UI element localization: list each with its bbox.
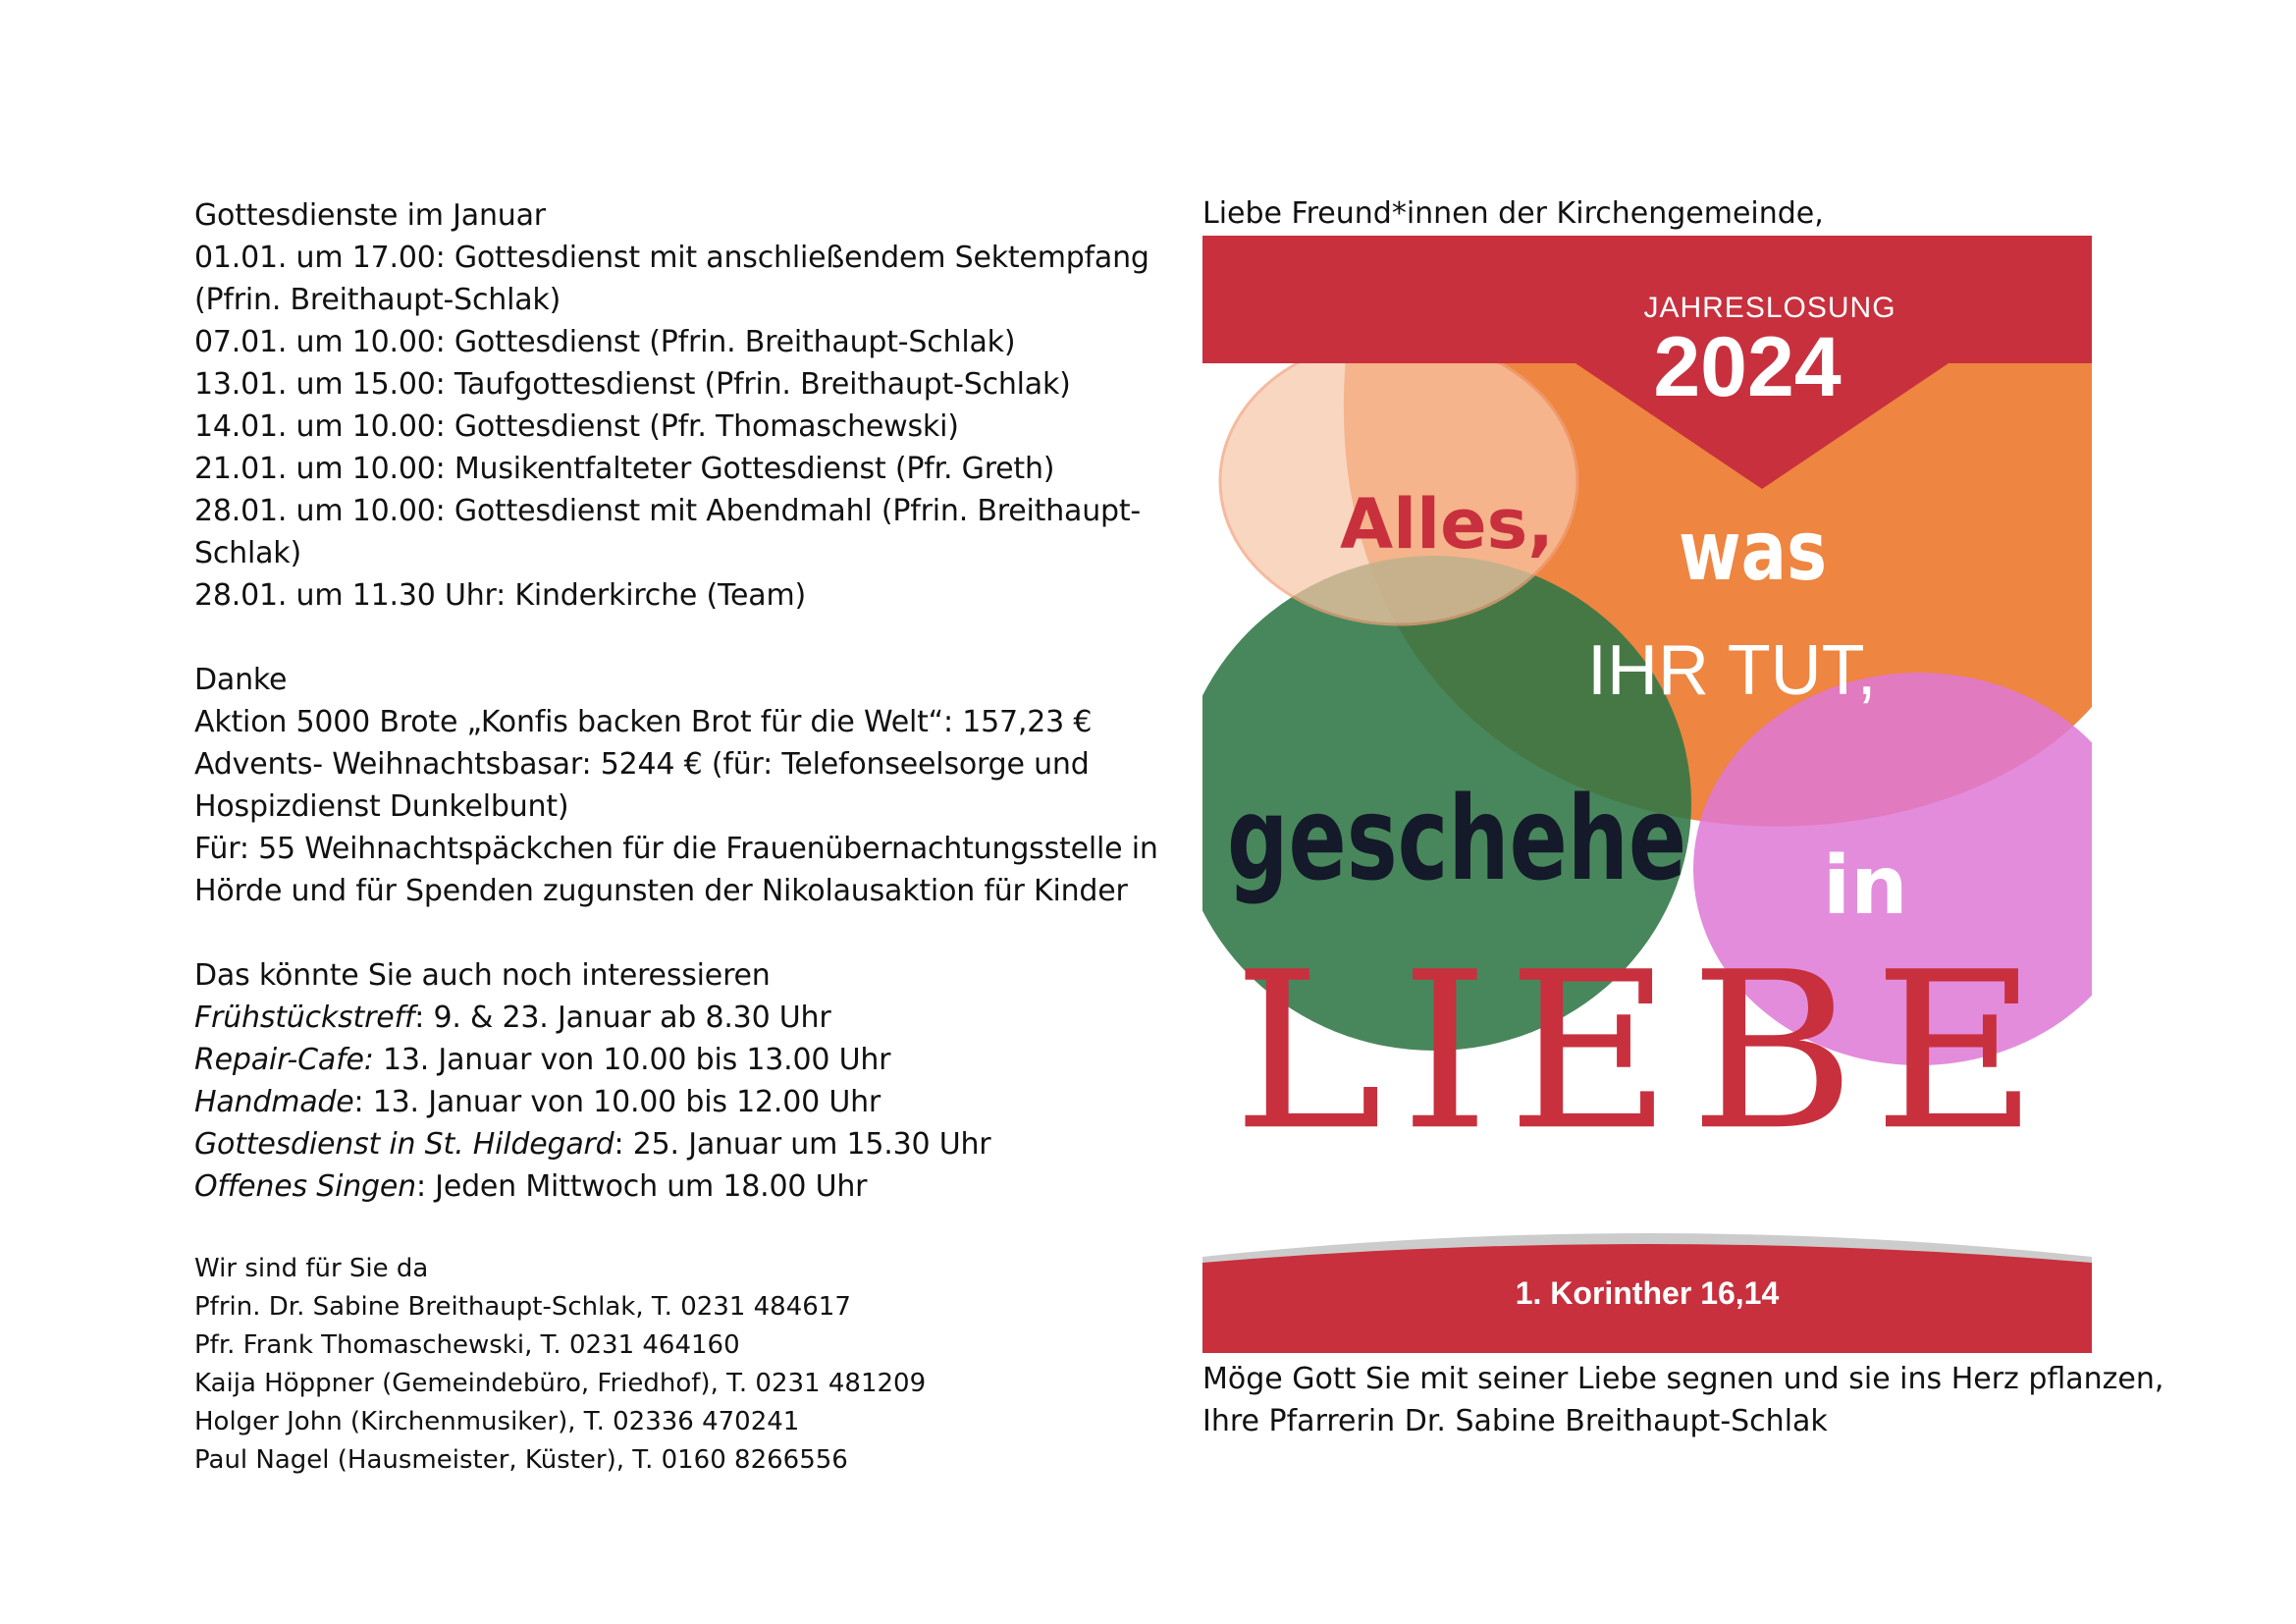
greeting: Liebe Freund*innen der Kirchengemeinde, bbox=[1202, 196, 1824, 231]
service-line: (Pfrin. Breithaupt-Schlak) bbox=[194, 283, 561, 317]
word-geschehe: geschehe bbox=[1227, 773, 1687, 907]
service-line: Schlak) bbox=[194, 536, 301, 570]
interest-item-text: 13. Januar von 10.00 bis 13.00 Uhr bbox=[373, 1043, 891, 1077]
contact-line: Kaija Höppner (Gemeindebüro, Friedhof), T. 0231 481209 bbox=[194, 1369, 927, 1398]
service-line: 28.01. um 10.00: Gottesdienst mit Abendmahl (Pfrin. Breithaupt- bbox=[194, 494, 1142, 528]
jahreslosung-poster bbox=[1202, 236, 2092, 1353]
service-line: 14.01. um 10.00: Gottesdienst (Pfr. Thomaschewski) bbox=[194, 409, 959, 444]
word-ihr-tut: IHR TUT, bbox=[1587, 631, 1877, 710]
thanks-line: Aktion 5000 Brote „Konfis backen Brot für die Welt“: 157,23 € bbox=[194, 705, 1093, 739]
service-line: 07.01. um 10.00: Gottesdienst (Pfrin. Breithaupt-Schlak) bbox=[194, 325, 1016, 359]
interest-item-name: Frühstückstreff bbox=[194, 1001, 415, 1035]
peach-circle bbox=[1220, 338, 1577, 624]
interest-item-name: Repair-Cafe: bbox=[194, 1043, 374, 1077]
service-line: 28.01. um 11.30 Uhr: Kinderkirche (Team) bbox=[194, 578, 807, 613]
closing bbox=[1202, 1358, 2164, 1442]
contact-line: Holger John (Kirchenmusiker), T. 02336 470241 bbox=[194, 1407, 800, 1436]
left-column bbox=[194, 194, 1158, 1480]
service-line: 01.01. um 17.00: Gottesdienst mit anschließendem Sektempfang bbox=[194, 241, 1149, 275]
thanks-heading: Danke bbox=[194, 663, 288, 697]
interest-item bbox=[194, 1081, 1107, 1123]
service-line: 21.01. um 10.00: Musikentfalteter Gottesdienst (Pfr. Greth) bbox=[194, 452, 1055, 486]
word-alles: Alles, bbox=[1340, 484, 1554, 565]
interest-item bbox=[194, 1039, 1107, 1081]
interest-item-name: Offenes Singen bbox=[194, 1169, 416, 1204]
interest-item-text: : 25. Januar um 15.30 Uhr bbox=[614, 1127, 991, 1162]
contacts-heading: Wir sind für Sie da bbox=[194, 1254, 429, 1283]
closing-line: Möge Gott Sie mit seiner Liebe segnen und sie ins Herz pflanzen, bbox=[1202, 1362, 2164, 1396]
contact-line: Paul Nagel (Hausmeister, Küster), T. 0160 8266556 bbox=[194, 1445, 848, 1475]
poster-reference: 1. Korinther 16,14 bbox=[1515, 1275, 1780, 1311]
thanks-line: Hörde und für Spenden zugunsten der Nikolausaktion für Kinder bbox=[194, 874, 1128, 908]
thanks-line: Hospizdienst Dunkelbunt) bbox=[194, 789, 569, 824]
word-liebe: LIEBE bbox=[1232, 926, 2056, 1179]
thanks-line: Für: 55 Weihnachtspäckchen für die Frauenübernachtungsstelle in bbox=[194, 832, 1158, 866]
interest-item-text: : 9. & 23. Januar ab 8.30 Uhr bbox=[414, 1001, 831, 1035]
interest-item bbox=[194, 1123, 1107, 1165]
services-heading: Gottesdienste im Januar bbox=[194, 198, 546, 233]
interest-item-name: Handmade bbox=[194, 1085, 354, 1119]
interest-item-name: Gottesdienst in St. Hildegard bbox=[194, 1127, 614, 1162]
interest-item bbox=[194, 1165, 1107, 1208]
interest-item bbox=[194, 997, 1107, 1039]
closing-signature: Ihre Pfarrerin Dr. Sabine Breithaupt-Schlak bbox=[1202, 1404, 1828, 1438]
word-was: was bbox=[1679, 504, 1828, 600]
poster-year: 2024 bbox=[1653, 320, 1842, 414]
word-in: in bbox=[1823, 839, 1908, 933]
interest-item-text: : 13. Januar von 10.00 bis 12.00 Uhr bbox=[353, 1085, 881, 1119]
contact-line: Pfrin. Dr. Sabine Breithaupt-Schlak, T. 0231 484617 bbox=[194, 1292, 851, 1322]
interest-item-text: : Jeden Mittwoch um 18.00 Uhr bbox=[415, 1169, 868, 1204]
service-line: 13.01. um 15.00: Taufgottesdienst (Pfrin. Breithaupt-Schlak) bbox=[194, 367, 1071, 402]
poster-label: JAHRESLOSUNG bbox=[1643, 292, 1896, 324]
interest-heading: Das könnte Sie auch noch interessieren bbox=[194, 958, 771, 993]
contact-line: Pfr. Frank Thomaschewski, T. 0231 464160 bbox=[194, 1330, 740, 1360]
thanks-line: Advents- Weihnachtsbasar: 5244 € (für: Telefonseelsorge und bbox=[194, 747, 1090, 782]
